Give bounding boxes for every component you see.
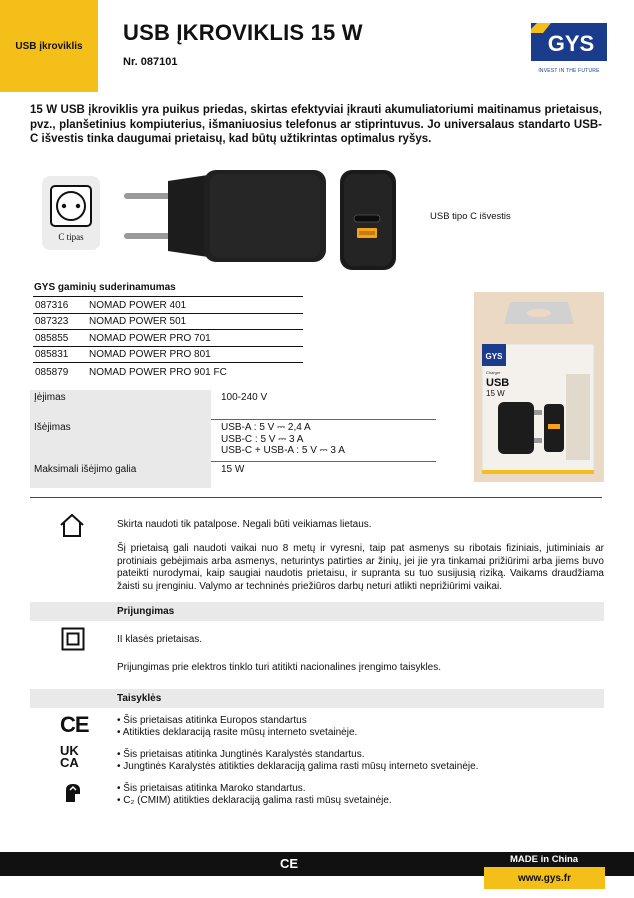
compatibility-row (33, 330, 303, 347)
spec-label: Išėjimas (30, 420, 211, 462)
spec-row-output (30, 420, 436, 462)
output-line: USB-A : 5 V ⎓ 2,4 A (221, 422, 311, 433)
category-tab (0, 0, 98, 92)
compatibility-ref: 085879 (35, 366, 69, 378)
ukca-line-2: • Jungtinės Karalystės atitikties deklaraciją galima rasti mūsų interneto svetainėje. (117, 761, 479, 772)
box-small: Charger (486, 370, 501, 375)
power-value: 15 W (221, 464, 245, 475)
house-icon (58, 512, 86, 538)
box-name: USB (486, 377, 510, 389)
spec-value (211, 462, 436, 488)
ukca-mark-icon (60, 745, 79, 769)
compatibility-product: NOMAD POWER 401 (89, 299, 187, 311)
box-power: 15 W (486, 389, 505, 398)
spec-value (211, 420, 436, 462)
spec-label: Maksimali išėjimo galia (30, 462, 211, 488)
spec-label: Įėjimas (30, 390, 211, 420)
ukca-bottom: CA (60, 755, 79, 770)
compatibility-row (33, 314, 303, 331)
rules-title: Taisyklės (117, 693, 162, 704)
compatibility-product: NOMAD POWER 501 (89, 316, 187, 327)
footer-ce-mark: CE (280, 856, 299, 871)
spec-row-input (30, 390, 436, 420)
ce-line-1: • Šis prietaisas atitinka Europos standartus (117, 715, 307, 726)
ce-mark-icon: CE (60, 712, 89, 737)
usage-safety-text: Šį prietaisą gali naudoti vaikai nuo 8 metų ir vyresni, taip pat asmenys su ribotais fiziniais, jutiminiais ar protiniais gebėjimais arba asmenys, neturintys patirties ar žinių, jei jie yra tinkamai prižiūrimi arba jiems buvo pateikti nurodymai, kaip saugiai naudotis prietaisu, ir supranta su tuo susijusią riziką. Vaikams draudžiama žaisti su įrenginiu. Valymo ar techninės priežiūros darbų neturi atlikti neprižiūrimi vaikai. (117, 543, 604, 592)
connection-section-header (30, 602, 604, 621)
socket-type-card (42, 176, 100, 250)
usb-c-output-label: USB tipo C išvestis (430, 211, 511, 222)
section-divider (30, 497, 602, 498)
output-line: USB-C : 5 V ⎓ 3 A (221, 433, 304, 445)
compatibility-row (33, 363, 303, 380)
logo-text: GYS (547, 31, 595, 56)
compatibility-ref: 085855 (35, 332, 69, 344)
rules-section-header (30, 689, 604, 708)
connection-title: Prijungimas (117, 606, 175, 617)
compatibility-product: NOMAD POWER PRO 801 (89, 349, 211, 360)
compatibility-ref: 087316 (35, 299, 69, 311)
logo-tagline: INVEST IN THE FUTURE (538, 68, 600, 74)
compatibility-product: NOMAD POWER PRO 901 FC (89, 366, 227, 378)
spec-row-power (30, 462, 436, 488)
compatibility-product: NOMAD POWER PRO 701 (89, 332, 211, 344)
ce-line-2: • Atitikties deklaraciją rasite mūsų interneto svetainėje. (117, 727, 358, 738)
charger-product-image (118, 165, 408, 275)
socket-caption: C tipas (58, 232, 84, 242)
compatibility-ref: 087323 (35, 316, 69, 327)
output-line: USB-C + USB-A : 5 V ⎓ 3 A (221, 445, 345, 456)
page-title: USB ĮKROVIKLIS 15 W (123, 20, 363, 45)
gys-logo (531, 23, 607, 74)
reference-number: Nr. 087101 (123, 56, 178, 68)
gys-logo-mark (531, 23, 607, 61)
made-in-label: MADE in China (510, 854, 579, 865)
class-ii-icon (61, 627, 85, 651)
connection-grid-text: Prijungimas prie elektros tinklo turi atitikti nacionalines įrengimo taisykles. (117, 662, 442, 673)
compatibility-row (33, 297, 303, 314)
connection-class-text: II klasės prietaisas. (117, 634, 203, 645)
ukca-top: UK (60, 743, 79, 758)
specs-table (30, 390, 436, 488)
compatibility-title: GYS gaminių suderinamumas (34, 282, 176, 293)
box-brand: GYS (485, 352, 503, 361)
category-tab-label: USB įkroviklis (15, 40, 83, 52)
spec-value (211, 390, 436, 420)
compatibility-table (33, 296, 303, 380)
compatibility-row (33, 347, 303, 364)
cmim-icon (63, 782, 83, 804)
compatibility-ref: 085831 (35, 349, 69, 360)
cmim-line-2: • C₂ (CMIM) atitikties deklaraciją galima rasti mūsų svetainėje. (117, 795, 392, 806)
packaging-image (474, 292, 604, 482)
intro-paragraph: 15 W USB įkroviklis yra puikus priedas, skirtas efektyviai įkrauti akumuliatoriumi maitinamus prietaisus, pvz., planšetinius kompiuterius, išmaniuosius telefonus ar stiprintuvus. Jo universalaus standarto USB-C išvestis tinka daugumai prietaisų, kad būtų užtikrintas optimalus ryšys. (30, 104, 602, 145)
type-c-socket-icon (42, 176, 100, 232)
website-link[interactable]: www.gys.fr (484, 867, 605, 889)
input-value: 100-240 V (221, 392, 268, 403)
ukca-line-1: • Šis prietaisas atitinka Jungtinės Karalystės standartus. (117, 749, 365, 760)
usage-indoor-text: Skirta naudoti tik patalpose. Negali būti veikiamas lietaus. (117, 519, 372, 530)
cmim-line-1: • Šis prietaisas atitinka Maroko standartus. (117, 783, 306, 794)
